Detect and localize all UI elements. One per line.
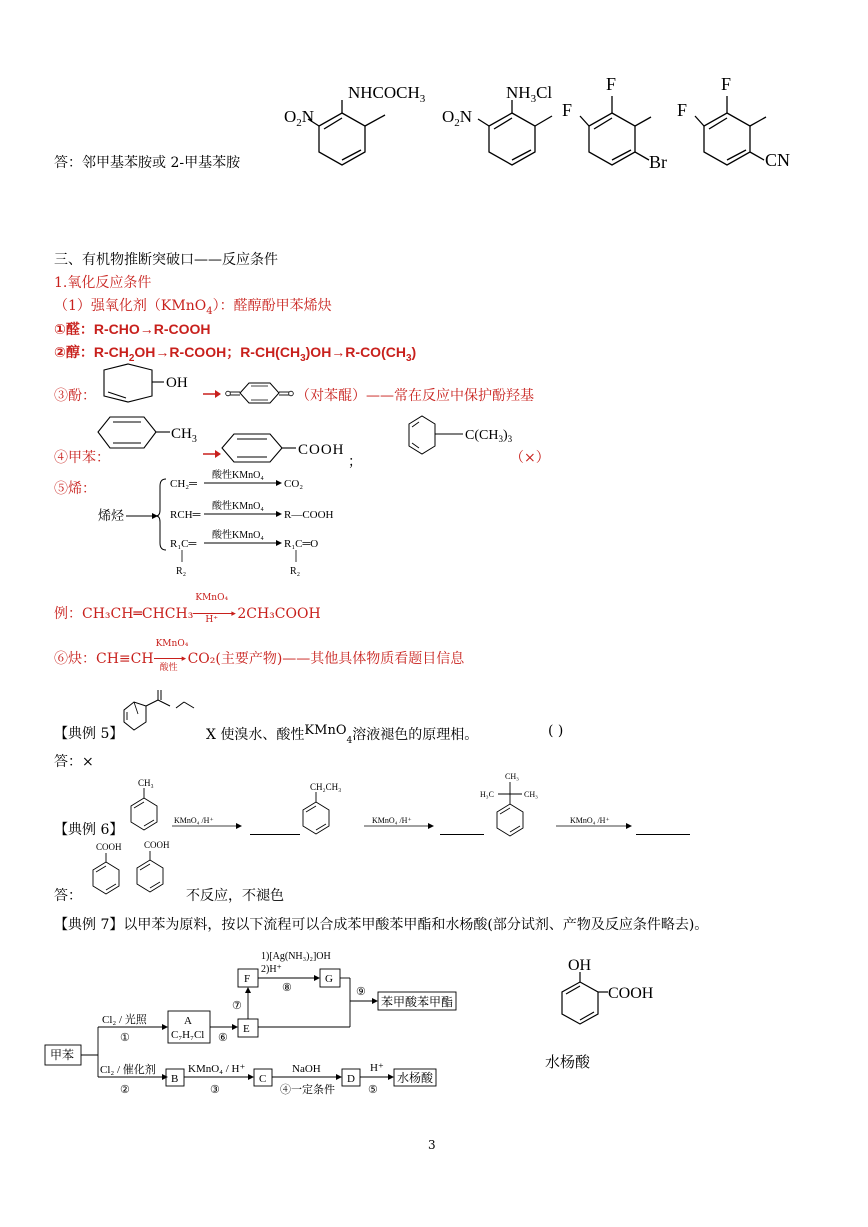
svg-text:COOH: COOH xyxy=(144,840,170,850)
ex6-blank-1[interactable] xyxy=(250,834,300,835)
aldehyde-line: ①醛：R-CHO→R-COOH xyxy=(54,321,211,337)
svg-text:C(CH3)3: $C(CH_3)_3$ xyxy=(465,428,513,444)
ex6-answer-benzoic-2 xyxy=(128,838,188,898)
toluene-semicolon: ； xyxy=(348,454,362,470)
ex6-arrow-1 xyxy=(172,815,244,829)
svg-text:R—COOH: R—COOH xyxy=(284,509,334,521)
svg-text:B: B xyxy=(171,1073,179,1085)
svg-text:F: F xyxy=(244,973,251,985)
structure-nitro-acetanilide xyxy=(280,78,430,188)
svg-text:苯甲酸苯甲酯: 苯甲酸苯甲酯 xyxy=(381,995,454,1009)
ex6-arrow-3 xyxy=(556,815,634,829)
svg-text:RCH═: RCH═ xyxy=(170,509,201,521)
fluoro-label: F xyxy=(721,74,732,94)
acetamido-label: $NHCOCH_3$ xyxy=(348,83,426,105)
svg-text:KMnO₄ /H⁺: KMnO₄ /H⁺ xyxy=(174,816,214,825)
svg-text:R₂: R₂ xyxy=(176,566,187,577)
cyano-label: CN xyxy=(765,150,791,170)
phenol-structure xyxy=(98,362,198,406)
svg-text:H₃C: H₃C xyxy=(480,790,494,799)
svg-text:G: G xyxy=(325,973,333,985)
ex5-text: X 使溴水、酸性KMnO$_4$溶液褪色的原理相。 xyxy=(206,723,479,746)
structure-nitro-anilinium xyxy=(440,78,580,188)
benzoquinone-structure xyxy=(226,378,296,408)
svg-text:③: ③ xyxy=(210,1084,220,1096)
svg-text:A: A xyxy=(184,1015,192,1027)
ex7-text: 【典例 7】以甲苯为原料，按以下流程可以合成苯甲酸苯甲酯和水杨酸(部分试剂、产物及反应条件略去)。 xyxy=(54,917,709,933)
nitro-label-2: $O_2N$ xyxy=(442,107,473,129)
svg-text:H⁺: H⁺ xyxy=(370,1062,384,1074)
ex6-answer-text: 不反应，不褪色 xyxy=(186,888,284,904)
tbutyl-mark: （×） xyxy=(510,450,550,466)
svg-text:①: ① xyxy=(120,1032,130,1044)
svg-text:E: E xyxy=(243,1023,250,1035)
page-number: 3 xyxy=(428,1138,436,1152)
oxidation-title: 1.氧化反应条件 xyxy=(54,275,152,291)
ex6-answer-label: 答： xyxy=(54,888,82,904)
example-line: 例：CH₃CH═CHCH₃ KMnO₄ ▸ H⁺ 2CH₃COOH xyxy=(54,593,321,625)
svg-text:⑥: ⑥ xyxy=(218,1032,228,1044)
alkene-label: ⑤烯： xyxy=(54,481,96,497)
svg-text:D: D xyxy=(347,1073,355,1085)
svg-text:②: ② xyxy=(120,1084,130,1096)
ex5-structure xyxy=(118,688,208,738)
benzoic-acid-structure xyxy=(224,428,364,468)
svg-text:⑤: ⑤ xyxy=(368,1084,378,1096)
svg-text:COOH: COOH xyxy=(298,442,345,458)
svg-text:OH: OH xyxy=(166,375,188,391)
svg-text:Cl₂ / 催化剂: Cl₂ / 催化剂 xyxy=(100,1064,156,1076)
tbutylbenzene-structure xyxy=(395,410,520,460)
ex6-tbutylbenzene xyxy=(478,770,548,838)
alkene-root: 烯烃 xyxy=(98,508,125,523)
alcohol-line: ②醇：$R-CH_2OH\to R$-COOH；$R-CH(CH_3)OH\to R-CO(CH_3)$ xyxy=(54,344,417,364)
svg-text:R₂: R₂ xyxy=(290,566,301,577)
bromo-label: Br xyxy=(649,152,667,172)
svg-text:OH: OH xyxy=(568,957,592,974)
alkene-oxidation-scheme xyxy=(94,466,364,581)
salicylic-acid-structure xyxy=(540,952,670,1042)
strong-oxidant-line: （1）强氧化剂（KMnO$_4$）：醛醇酚甲苯烯炔 xyxy=(54,298,332,317)
phenol-note: （对苯醌）——常在反应中保护酚羟基 xyxy=(296,388,534,404)
ex6-toluene xyxy=(124,778,174,838)
svg-text:④一定条件: ④一定条件 xyxy=(280,1084,335,1096)
fluoro-label: F xyxy=(677,100,688,120)
svg-text:酸性KMnO₄: 酸性KMnO₄ xyxy=(212,530,264,541)
svg-text:Cl₂ / 光照: Cl₂ / 光照 xyxy=(102,1014,147,1026)
ex6-arrow-2 xyxy=(364,815,436,829)
structure-difluoro-cyanotoluene xyxy=(675,70,815,180)
svg-text:⑦: ⑦ xyxy=(232,1000,242,1012)
svg-text:酸性KMnO₄: 酸性KMnO₄ xyxy=(212,470,264,481)
arrow-red xyxy=(203,388,221,400)
ex6-blank-3[interactable] xyxy=(636,834,690,835)
toluene-label: ④甲苯： xyxy=(54,450,110,466)
answer-top: 答：邻甲基苯胺或 2-甲基苯胺 xyxy=(54,155,241,171)
svg-text:C₇H₇Cl: C₇H₇Cl xyxy=(171,1029,205,1041)
svg-text:NaOH: NaOH xyxy=(292,1063,321,1075)
svg-text:2)H⁺: 2)H⁺ xyxy=(261,964,282,975)
svg-text:CO₂: CO₂ xyxy=(284,478,304,490)
svg-text:CH₂═: CH₂═ xyxy=(170,478,197,490)
ex5-answer: 答：× xyxy=(54,754,94,770)
ex5-label: 【典例 5】 xyxy=(54,726,124,742)
svg-text:1)[Ag(NH₃)₂]OH: 1)[Ag(NH₃)₂]OH xyxy=(261,951,331,962)
svg-text:水杨酸: 水杨酸 xyxy=(397,1071,434,1085)
svg-text:CH3: $CH_3$ xyxy=(171,426,197,445)
svg-text:甲苯: 甲苯 xyxy=(50,1048,75,1062)
ex6-label: 【典例 6】 xyxy=(54,822,124,838)
svg-text:CH₃: CH₃ xyxy=(524,790,538,799)
ex7-flow-diagram xyxy=(40,945,510,1105)
ex6-ethylbenzene xyxy=(296,780,356,840)
svg-text:COOH: COOH xyxy=(608,985,654,1002)
svg-text:R₁C═: R₁C═ xyxy=(170,538,197,550)
svg-text:⑧: ⑧ xyxy=(282,982,292,994)
svg-text:COOH: COOH xyxy=(96,842,122,852)
alkyne-line: ⑥炔：CH≡CH KMnO₄ ▸ 酸性 CO₂(主要产物)——其他具体物质看题目信息 xyxy=(54,639,465,673)
svg-text:C: C xyxy=(259,1073,267,1085)
svg-text:CH₂CH₃: CH₂CH₃ xyxy=(310,782,342,792)
anilinium-label: $NH_3Cl$ xyxy=(506,83,553,105)
svg-text:⑨: ⑨ xyxy=(356,986,366,998)
svg-text:CH₃: CH₃ xyxy=(505,772,519,781)
svg-text:酸性KMnO₄: 酸性KMnO₄ xyxy=(212,501,264,512)
nitro-label: $O_2N$ xyxy=(284,107,315,129)
arrow-red xyxy=(203,448,221,460)
phenol-label: ③酚： xyxy=(54,388,96,404)
svg-text:KMnO₄ /H⁺: KMnO₄ /H⁺ xyxy=(570,816,610,825)
svg-text:R₁C═O: R₁C═O xyxy=(284,538,319,550)
structure-difluoro-bromotoluene xyxy=(560,70,690,180)
salicylic-label: 水杨酸 xyxy=(545,1053,591,1071)
section3-title: 三、有机物推断突破口——反应条件 xyxy=(54,252,278,268)
toluene-structure xyxy=(100,414,210,454)
fluoro-label: F xyxy=(606,74,617,94)
ex5-paren: ( ) xyxy=(548,723,564,739)
svg-text:CH₃: CH₃ xyxy=(138,778,154,788)
svg-text:KMnO₄ /H⁺: KMnO₄ /H⁺ xyxy=(372,816,412,825)
svg-text:KMnO₄ / H⁺: KMnO₄ / H⁺ xyxy=(188,1063,246,1075)
fluoro-label: F xyxy=(562,100,573,120)
